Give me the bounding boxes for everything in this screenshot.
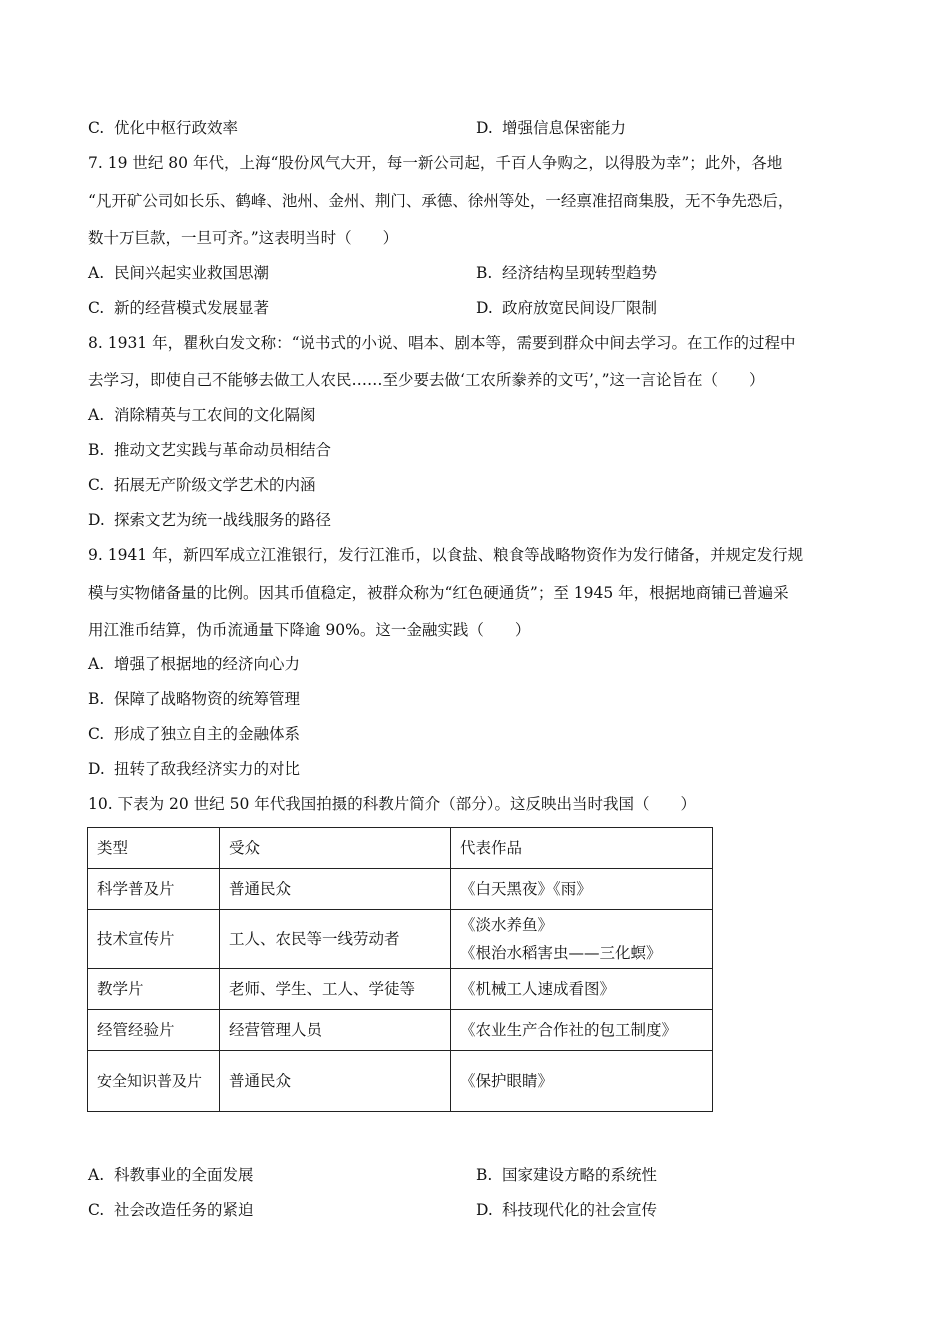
q9-option-d[interactable] xyxy=(88,759,300,779)
option-text: 拓展无产阶级文学艺术的内涵 xyxy=(114,476,316,494)
option-letter: C. xyxy=(88,725,105,743)
table-row xyxy=(88,910,713,969)
cell-audience: 经营管理人员 xyxy=(220,1010,451,1051)
cell-works xyxy=(451,910,713,969)
option-letter: A. xyxy=(88,1166,105,1184)
cell-audience: 老师、学生、工人、学徒等 xyxy=(220,969,451,1010)
science-film-table xyxy=(87,827,713,1112)
cell-works xyxy=(451,1010,713,1051)
q9-option-b[interactable] xyxy=(88,689,300,709)
option-letter: B. xyxy=(88,690,105,708)
table-header-row xyxy=(88,828,713,869)
q8-option-c[interactable] xyxy=(88,475,316,495)
cell-type: 经管经验片 xyxy=(88,1010,220,1051)
option-text: 保障了战略物资的统筹管理 xyxy=(114,690,301,708)
q10-option-d[interactable] xyxy=(476,1200,657,1220)
table-row xyxy=(88,1051,713,1112)
work-title: 《白天黑夜》《雨》 xyxy=(460,880,592,898)
cell-audience: 普通民众 xyxy=(220,869,451,910)
cell-type: 安全知识普及片 xyxy=(88,1051,220,1112)
q10-option-c[interactable] xyxy=(88,1200,254,1220)
option-text: 国家建设方略的系统性 xyxy=(502,1166,658,1184)
cell-works xyxy=(451,1051,713,1112)
q8-option-d[interactable] xyxy=(88,510,331,530)
option-letter: B. xyxy=(476,1166,493,1184)
table-row xyxy=(88,969,713,1010)
option-letter: D. xyxy=(88,511,105,529)
cell-audience: 工人、农民等一线劳动者 xyxy=(220,910,451,969)
option-letter: C. xyxy=(88,1201,105,1219)
q7-option-b[interactable] xyxy=(476,263,657,283)
cell-works xyxy=(451,869,713,910)
option-text: 增强了根据地的经济向心力 xyxy=(114,655,301,673)
q8-stem-line-1: 8. 1931 年，瞿秋白发文称：“说书式的小说、唱本、剧本等，需要到群众中间去学习。在工作的过程中 xyxy=(88,334,796,352)
q7-stem-line-1: 7. 19 世纪 80 年代，上海“股份风气大开，每一新公司起，千百人争购之，以得股为幸”；此外，各地 xyxy=(88,154,783,172)
work-title: 《保护眼睛》 xyxy=(460,1072,554,1090)
q6-option-c[interactable] xyxy=(88,118,238,138)
q10-option-a[interactable] xyxy=(88,1165,254,1185)
q7-option-c[interactable] xyxy=(88,298,269,318)
option-text: 民间兴起实业救国思潮 xyxy=(114,264,270,282)
option-letter: A. xyxy=(88,264,105,282)
q9-stem-line-1: 9. 1941 年，新四军成立江淮银行，发行江淮币，以食盐、粮食等战略物资作为发行储备，并规定发行规 xyxy=(88,546,804,564)
cell-type: 教学片 xyxy=(88,969,220,1010)
option-letter: A. xyxy=(88,406,105,424)
option-text: 推动文艺实践与革命动员相结合 xyxy=(114,441,332,459)
q10-stem: 10. 下表为 20 世纪 50 年代我国拍摄的科教片简介（部分）。这反映出当时我国（ ） xyxy=(88,795,696,813)
cell-audience: 普通民众 xyxy=(220,1051,451,1112)
work-title: 《机械工人速成看图》 xyxy=(460,980,616,998)
work-title: 《根治水稻害虫——三化螟》 xyxy=(460,944,662,962)
option-letter: A. xyxy=(88,655,105,673)
work-title: 《农业生产合作社的包工制度》 xyxy=(460,1021,678,1039)
header-audience: 受众 xyxy=(220,828,451,869)
q9-stem-line-3: 用江淮币结算，伪币流通量下降逾 90%。这一金融实践（ ） xyxy=(88,621,531,639)
option-letter: C. xyxy=(88,299,105,317)
q9-stem-line-2: 模与实物储备量的比例。因其币值稳定，被群众称为“红色硬通货”；至 1945 年，根据地商铺已普遍采 xyxy=(88,584,789,602)
work-title: 《淡水养鱼》 xyxy=(460,916,554,934)
option-text: 扭转了敌我经济实力的对比 xyxy=(114,760,301,778)
option-letter: B. xyxy=(88,441,105,459)
option-text: 新的经营模式发展显著 xyxy=(114,299,270,317)
option-letter: D. xyxy=(476,1201,493,1219)
option-letter: D. xyxy=(476,299,493,317)
header-works: 代表作品 xyxy=(451,828,713,869)
option-text: 探索文艺为统一战线服务的路径 xyxy=(114,511,332,529)
q9-option-c[interactable] xyxy=(88,724,300,744)
option-letter: D. xyxy=(88,760,105,778)
option-text: 科技现代化的社会宣传 xyxy=(502,1201,658,1219)
q6-option-d[interactable] xyxy=(476,118,626,138)
q7-option-a[interactable] xyxy=(88,263,269,283)
option-text: 形成了独立自主的金融体系 xyxy=(114,725,301,743)
q7-option-d[interactable] xyxy=(476,298,657,318)
q9-option-a[interactable] xyxy=(88,654,300,674)
option-text: 经济结构呈现转型趋势 xyxy=(502,264,658,282)
option-text: 科教事业的全面发展 xyxy=(114,1166,254,1184)
option-text: 消除精英与工农间的文化隔阂 xyxy=(114,406,316,424)
q8-option-a[interactable] xyxy=(88,405,316,425)
q8-stem-line-2: 去学习，即使自己不能够去做工人农民……至少要去做‘工农所豢养的文丐’，”这一言论旨在（ ） xyxy=(88,371,765,389)
q8-option-b[interactable] xyxy=(88,440,331,460)
table-row xyxy=(88,869,713,910)
table-row xyxy=(88,1010,713,1051)
option-letter: C. xyxy=(88,119,105,137)
option-text: 增强信息保密能力 xyxy=(502,119,627,137)
header-type: 类型 xyxy=(88,828,220,869)
q7-stem-line-2: “凡开矿公司如长乐、鹤峰、池州、金州、荆门、承德、徐州等处，一经禀准招商集股，无不争先恐后， xyxy=(88,192,794,210)
cell-works xyxy=(451,969,713,1010)
q7-stem-line-3: 数十万巨款，一旦可齐。”这表明当时（ ） xyxy=(88,229,399,247)
option-letter: C. xyxy=(88,476,105,494)
cell-type: 科学普及片 xyxy=(88,869,220,910)
option-text: 优化中枢行政效率 xyxy=(114,119,239,137)
option-letter: D. xyxy=(476,119,493,137)
q10-option-b[interactable] xyxy=(476,1165,657,1185)
option-letter: B. xyxy=(476,264,493,282)
cell-type: 技术宣传片 xyxy=(88,910,220,969)
option-text: 政府放宽民间设厂限制 xyxy=(502,299,658,317)
option-text: 社会改造任务的紧迫 xyxy=(114,1201,254,1219)
